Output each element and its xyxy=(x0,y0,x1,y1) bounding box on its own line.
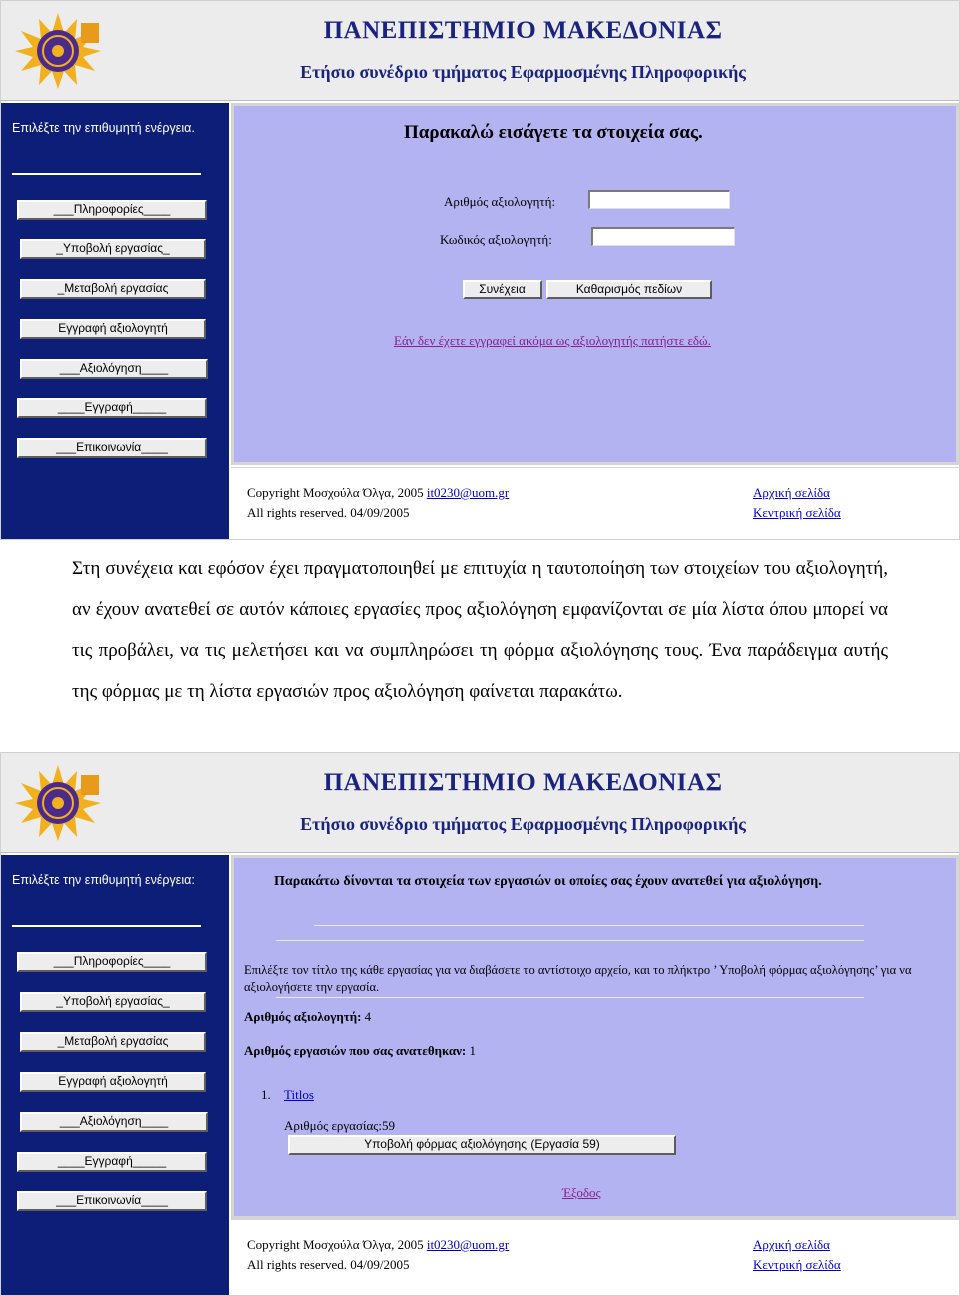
paper-title-link[interactable]: Titlos xyxy=(284,1087,314,1102)
paper-list-number: 1. xyxy=(261,1087,271,1102)
university-seal-icon xyxy=(13,763,103,843)
login-panel xyxy=(231,103,959,465)
sidebar xyxy=(1,103,229,540)
sidebar-item-registration[interactable]: ____Εγγραφή_____ xyxy=(17,1152,207,1172)
continue-button[interactable]: Συνέχεια xyxy=(463,280,542,299)
divider xyxy=(276,997,864,998)
sidebar-item-evaluator-registration[interactable]: Εγγραφή αξιολογητή xyxy=(20,1072,206,1092)
sidebar-item-evaluation[interactable]: ___Αξιολόγηση____ xyxy=(20,1112,208,1132)
university-title: ΠΑΝΕΠΙΣΤΗΜΙΟ ΜΑΚΕΔΟΝΙΑΣ xyxy=(323,17,723,44)
assigned-papers-heading: Παρακάτω δίνονται τα στοιχεία των εργασιών οι οποίες σας έχουν ανατεθεί για αξιολόγηση. xyxy=(274,874,822,889)
sidebar-prompt: Επιλέξτε την επιθυμητή ενέργεια: xyxy=(12,873,195,887)
copyright-text: Copyright Μοσχούλα Όλγα, 2005 xyxy=(247,1237,424,1252)
site-header xyxy=(1,1,960,101)
evaluator-number-label: Αριθμός αξιολογητή: xyxy=(244,1009,362,1024)
footer-email-link[interactable]: it0230@uom.gr xyxy=(426,1237,510,1252)
sidebar-item-contact[interactable]: ___Επικοινωνία____ xyxy=(17,1191,207,1211)
conference-title: Ετήσιο συνέδριο τμήματος Εφαρμοσμένης Πληροφορικής xyxy=(300,62,746,82)
copyright-text: Copyright Μοσχούλα Όλγα, 2005 xyxy=(247,485,424,500)
paper-count-label: Αριθμός εργασιών που σας ανατεθηκαν: xyxy=(244,1043,467,1058)
sidebar-item-evaluator-registration[interactable]: Εγγραφή αξιολογητή xyxy=(20,319,206,339)
university-seal-icon xyxy=(13,11,103,91)
submit-evaluation-form-button[interactable]: Υποβολή φόρμας αξιολόγησης (Εργασία 59) xyxy=(288,1135,676,1155)
footer-home-link[interactable]: Αρχική σελίδα xyxy=(753,485,830,500)
login-heading: Παρακαλώ εισάγετε τα στοιχεία σας. xyxy=(404,122,703,143)
site-header xyxy=(1,753,960,853)
evaluator-number-row xyxy=(244,1009,371,1025)
conference-title: Ετήσιο συνέδριο τμήματος Εφαρμοσμένης Πληροφορικής xyxy=(300,814,746,834)
instructions-text: Επιλέξτε τον τίτλο της κάθε εργασίας για να διαβάσετε το αντίστοιχο αρχείο, και το πλήκτρο ’ Υποβολή φόρμας αξιολόγησης’ για να αξιολογήσετε την εργασία. xyxy=(244,963,912,994)
footer-home-link[interactable]: Αρχική σελίδα xyxy=(753,1237,830,1252)
paper-id-label: Αριθμός εργασίας:59 xyxy=(284,1118,396,1133)
evaluator-number-input[interactable] xyxy=(588,190,730,209)
evaluator-number-label: Αριθμός αξιολογητή: xyxy=(444,194,556,209)
sidebar-item-info[interactable]: ___Πληροφορίες____ xyxy=(17,952,207,972)
sidebar-item-modify-paper[interactable]: _Μεταβολή εργασίας xyxy=(20,279,206,299)
sidebar xyxy=(1,855,229,1296)
evaluator-number-value: 4 xyxy=(364,1009,372,1024)
assigned-papers-screenshot xyxy=(0,752,960,1296)
sidebar-divider xyxy=(12,925,201,927)
paper-count-value: 1 xyxy=(469,1043,476,1058)
footer-copyright xyxy=(247,1237,509,1253)
sidebar-item-submit-paper[interactable]: _Υποβολή εργασίας_ xyxy=(20,239,206,259)
footer-email-link[interactable]: it0230@uom.gr xyxy=(426,485,510,500)
university-title: ΠΑΝΕΠΙΣΤΗΜΙΟ ΜΑΚΕΔΟΝΙΑΣ xyxy=(323,769,723,796)
divider xyxy=(276,940,864,941)
login-screenshot xyxy=(0,0,960,540)
evaluator-code-input[interactable] xyxy=(591,227,735,246)
document-paragraph: Στη συνέχεια και εφόσον έχει πραγματοποιηθεί με επιτυχία η ταυτοποίηση των στοιχείων του αξιολογητή, αν έχουν ανατεθεί σε αυτόν κάποιες εργασίες προς αξιολόγηση εμφανίζονται σε μία λίστα όπου μπορεί να τις προβάλει, να τις μελετήσει και να συμπληρώσει τη φόρμα αξιολόγησης τους. Ένα παράδειγμα αυτής της φόρμας με τη λίστα εργασιών προς αξιολόγηση φαίνεται παρακάτω. xyxy=(72,558,888,702)
sidebar-divider xyxy=(12,173,201,175)
footer-rights: All rights reserved. 04/09/2005 xyxy=(247,505,410,520)
sidebar-item-info[interactable]: ___Πληροφορίες____ xyxy=(17,200,207,220)
sidebar-item-submit-paper[interactable]: _Υποβολή εργασίας_ xyxy=(20,992,206,1012)
assigned-papers-panel xyxy=(231,855,959,1219)
sidebar-item-contact[interactable]: ___Επικοινωνία____ xyxy=(17,438,207,458)
sidebar-item-modify-paper[interactable]: _Μεταβολή εργασίας xyxy=(20,1032,206,1052)
exit-link[interactable]: Έξοδος xyxy=(562,1185,601,1200)
evaluator-code-label: Κωδικός αξιολογητή: xyxy=(440,232,552,247)
footer xyxy=(231,1219,959,1293)
sidebar-item-registration[interactable]: ____Εγγραφή_____ xyxy=(17,398,207,418)
paper-count-row xyxy=(244,1043,476,1059)
footer xyxy=(231,467,959,540)
footer-central-link[interactable]: Κεντρική σελίδα xyxy=(753,505,841,520)
footer-central-link[interactable]: Κεντρική σελίδα xyxy=(753,1257,841,1272)
sidebar-item-evaluation[interactable]: ___Αξιολόγηση____ xyxy=(20,359,208,379)
divider xyxy=(314,925,864,926)
register-evaluator-link[interactable]: Εάν δεν έχετε εγγραφεί ακόμα ως αξιολογητής πατήστε εδώ. xyxy=(394,333,711,348)
footer-rights: All rights reserved. 04/09/2005 xyxy=(247,1257,410,1272)
footer-copyright xyxy=(247,485,509,501)
sidebar-prompt: Επιλέξτε την επιθυμητή ενέργεια. xyxy=(12,121,195,135)
clear-fields-button[interactable]: Καθαρισμός πεδίων xyxy=(546,280,712,299)
